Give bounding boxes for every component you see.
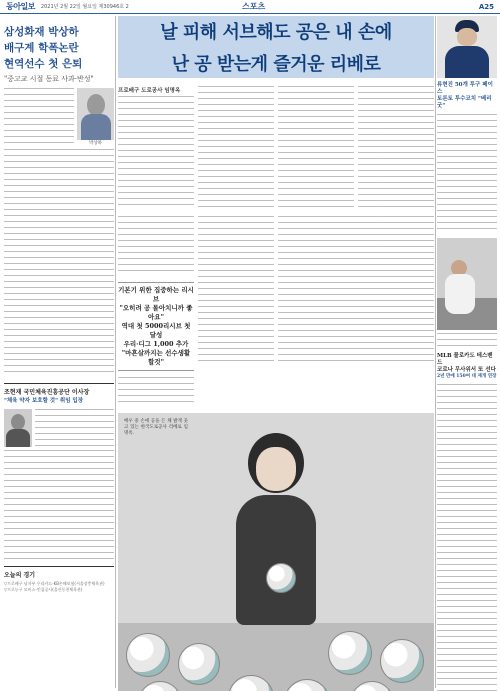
newspaper-logo: 동아일보: [6, 1, 35, 11]
photo-headline: 류현진 50개 투구 페이스: [437, 82, 493, 95]
feature-banner: [118, 16, 434, 78]
headline-line: 삼성화재 박상하: [4, 26, 79, 38]
article-text: [437, 114, 497, 232]
article-subheadline: "체육 약자 보호할 것" 취임 입장: [4, 398, 84, 404]
todays-game: ▽프로배구 남자부 우리카드-KB손해보험(서울장충체육관): [4, 581, 105, 586]
article-text: [437, 384, 497, 691]
highlight-line: "오히려 공 몰아치니까 좋아요": [119, 304, 193, 321]
highlight-line: "마흔살까지는 선수생활 할것": [121, 349, 191, 366]
section-label: 프로배구 도로공사 임명옥: [118, 88, 181, 94]
baseball-photo: [437, 238, 497, 330]
photo-headline: 토론토 투수코치 "베리굿": [437, 96, 492, 109]
left-column: [4, 16, 114, 691]
article-text: [4, 149, 114, 377]
page-number: A25: [478, 2, 494, 11]
issue-info: 2021년 2월 22일 월요일 제30946호 2: [40, 4, 129, 10]
banner-headline: 난 공 받는게 즐거운 리베로: [171, 54, 381, 75]
volleyball: [266, 563, 296, 593]
todays-game: ▽프로농구 모비스-인삼공사(울산동천체육관): [4, 587, 83, 592]
highlight-line: 우리·디그 1,000 추가: [123, 340, 189, 348]
pitcher-photo: [437, 16, 497, 78]
portrait-photo: [4, 409, 32, 447]
volleyball: [328, 631, 372, 675]
article-headline: 코로나 무사위서 또 선다: [437, 367, 496, 373]
article-headline: MLB 물로카도 테스벤드: [437, 353, 493, 366]
article-headline: 조현재 국민체육진흥공단 이사장: [4, 389, 90, 396]
highlight-box: [118, 282, 194, 371]
volleyball: [178, 643, 220, 685]
right-column: [437, 16, 497, 691]
highlight-line: 기본기 위한 집중하는 리시브: [118, 286, 194, 303]
article-text: [278, 86, 354, 212]
headline-line: 현역선수 첫 은퇴: [4, 58, 83, 70]
photo-caption: 배우 중 손에 공을 든 채 밝게 웃고 있는 한국도로공사 리베로 임명옥.: [124, 419, 188, 436]
article-subheadline: 2년 만에 150여 대 재개 연장: [437, 374, 497, 379]
subheadline: "중고교 시절 동료 사과·반성": [4, 75, 94, 83]
volleyball: [380, 639, 424, 683]
article-text: [198, 86, 274, 212]
article-text: [278, 216, 434, 366]
center-column: [118, 16, 434, 691]
headline-line: 배구계 학폭논란: [4, 42, 79, 54]
section-name: 스포츠: [242, 1, 266, 11]
article-text: [358, 86, 434, 212]
article-text: [198, 216, 274, 366]
masthead: [0, 0, 500, 14]
banner-headline: 날 피해 서브해도 공은 내 손에: [160, 22, 392, 43]
article-text: [118, 377, 194, 407]
article-text: [118, 216, 194, 276]
player-photo: [77, 88, 114, 140]
feature-photo: [118, 413, 434, 691]
photo-caption: 박상하: [88, 141, 103, 146]
column-divider: [435, 16, 436, 688]
column-divider: [115, 16, 116, 688]
article-text: [118, 96, 194, 210]
photo-caption-text: [437, 333, 497, 349]
article-text: [35, 409, 114, 447]
highlight-line: 역대 첫 5000리시브 첫 달성: [121, 322, 191, 339]
article-text: [4, 450, 114, 562]
todays-games-title: 오늘의 경기: [4, 572, 36, 579]
volleyball: [126, 633, 170, 677]
article-text: [4, 88, 74, 146]
